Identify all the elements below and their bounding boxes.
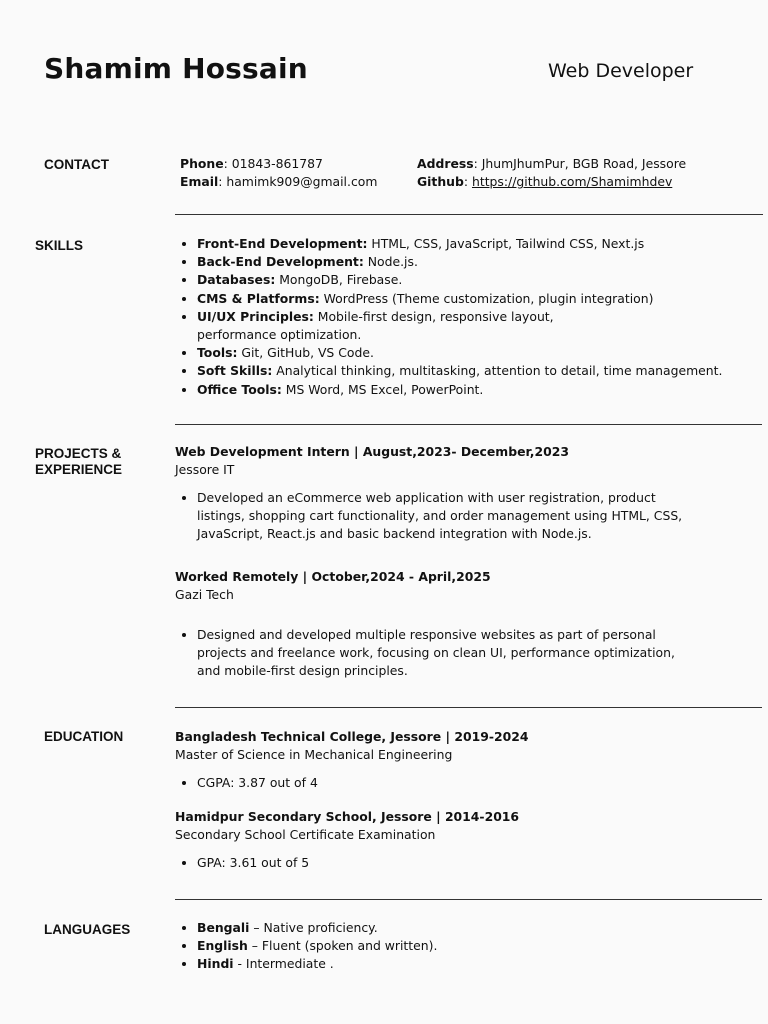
languages-list-container [175, 919, 695, 974]
education-title: Bangladesh Technical College, Jessore | 2019-2024 [175, 729, 529, 744]
language-name: English [197, 938, 248, 954]
job-title: Worked Remotely | October,2024 - April,2025 [175, 569, 491, 584]
contact-right [417, 155, 757, 191]
job-bullet: • Designed and developed multiple responsive websites as part of personal projects and freelance work, focusing on clean UI, performance optimization, and mobile-first design principles. [197, 626, 692, 681]
skill-item [197, 308, 695, 344]
skill-label: CMS & Platforms: [197, 290, 320, 306]
education-title: Hamidpur Secondary School, Jessore | 2014-2016 [175, 809, 520, 824]
job-bullets [175, 626, 700, 681]
job-bullet: • Developed an eCommerce web application with user registration, product listings, shopping cart functionality, and order management using HTML, CSS, JavaScript, React.js and basic backend integration with Node.js. [197, 489, 700, 544]
skill-item [197, 290, 695, 308]
email-line [180, 173, 415, 191]
skill-value: Analytical thinking, multitasking, attention to detail, time management. [272, 363, 723, 379]
phone-line [180, 155, 415, 173]
language-name: Hindi [197, 956, 234, 972]
skill-label: Office Tools: [197, 381, 282, 397]
divider-contact [175, 214, 763, 215]
email-label: Email [180, 174, 219, 190]
skill-label: Back-End Development: [197, 254, 364, 270]
education-entry [175, 728, 695, 792]
contact-left [180, 155, 415, 191]
email-value: : hamimk909@gmail.com [218, 174, 378, 190]
skill-label: Databases: [197, 272, 276, 288]
address-value: : JhumJhumPur, BGB Road, Jessore [473, 156, 687, 171]
language-level: – Native proficiency. [249, 920, 378, 935]
skill-value: WordPress (Theme customization, plugin integration) [319, 290, 654, 306]
language-level: - Intermediate . [233, 956, 334, 972]
job-entry [175, 568, 700, 681]
job-bullets [175, 489, 700, 544]
job-title: Web Development Intern | August,2023- December,2023 [175, 444, 569, 459]
languages-list [175, 919, 695, 974]
skill-value: Git, GitHub, VS Code. [237, 345, 374, 361]
language-item [197, 937, 695, 955]
contact-heading: CONTACT [44, 157, 109, 172]
skill-item [197, 235, 695, 253]
skills-heading: SKILLS [35, 238, 84, 253]
education-bullet: • CGPA: 3.87 out of 4 [197, 774, 695, 792]
skill-value: Node.js. [363, 254, 418, 270]
skills-list [175, 235, 723, 399]
divider-skills [175, 424, 762, 425]
skill-item [197, 381, 695, 399]
languages-heading: LANGUAGES [44, 922, 131, 937]
phone-value: : 01843-861787 [223, 156, 323, 171]
projects-heading [35, 446, 122, 478]
skill-item [197, 344, 695, 362]
education-degree: Secondary School Certificate Examination [175, 827, 436, 842]
skill-label: Front-End Development: [197, 236, 368, 251]
education-bullets [175, 774, 695, 792]
skill-value: Mobile-first design, responsive layout, performance optimization. [197, 308, 554, 343]
projects-heading-line2: EXPERIENCE [35, 462, 123, 477]
github-link[interactable]: https://github.com/Shamimhdev [471, 174, 673, 190]
education-heading: EDUCATION [44, 729, 124, 744]
candidate-name: Shamim Hossain [44, 52, 308, 85]
divider-education [175, 899, 762, 900]
divider-projects [175, 707, 762, 708]
language-level: – Fluent (spoken and written). [247, 938, 438, 954]
job-company: Jessore IT [175, 462, 235, 477]
github-line [417, 173, 757, 191]
github-separator: : [463, 174, 472, 190]
education-bullet: • GPA: 3.61 out of 5 [197, 854, 695, 872]
language-name: Bengali [197, 920, 250, 935]
skill-label: Soft Skills: [197, 363, 273, 379]
github-label: Github [417, 174, 464, 190]
language-item [197, 919, 695, 937]
skill-value: MongoDB, Firebase. [275, 272, 403, 288]
language-item [197, 955, 695, 973]
skill-label: Tools: [197, 345, 238, 361]
phone-label: Phone [180, 156, 224, 171]
projects-heading-line1: PROJECTS & [35, 446, 122, 461]
address-label: Address [417, 156, 474, 171]
skill-item [197, 362, 723, 380]
job-role: Web Developer [548, 60, 694, 82]
education-bullets [175, 854, 695, 872]
skill-label: UI/UX Principles: [197, 308, 314, 324]
education-degree: Master of Science in Mechanical Engineering [175, 747, 453, 762]
job-entry [175, 443, 700, 544]
skill-item [197, 253, 695, 271]
skill-value: MS Word, MS Excel, PowerPoint. [281, 381, 484, 397]
address-line [417, 155, 757, 173]
skill-item [197, 271, 695, 289]
skills-list-container [175, 235, 723, 399]
skill-value: HTML, CSS, JavaScript, Tailwind CSS, Next.js [367, 236, 645, 251]
education-entry [175, 808, 695, 872]
job-company: Gazi Tech [175, 587, 234, 602]
